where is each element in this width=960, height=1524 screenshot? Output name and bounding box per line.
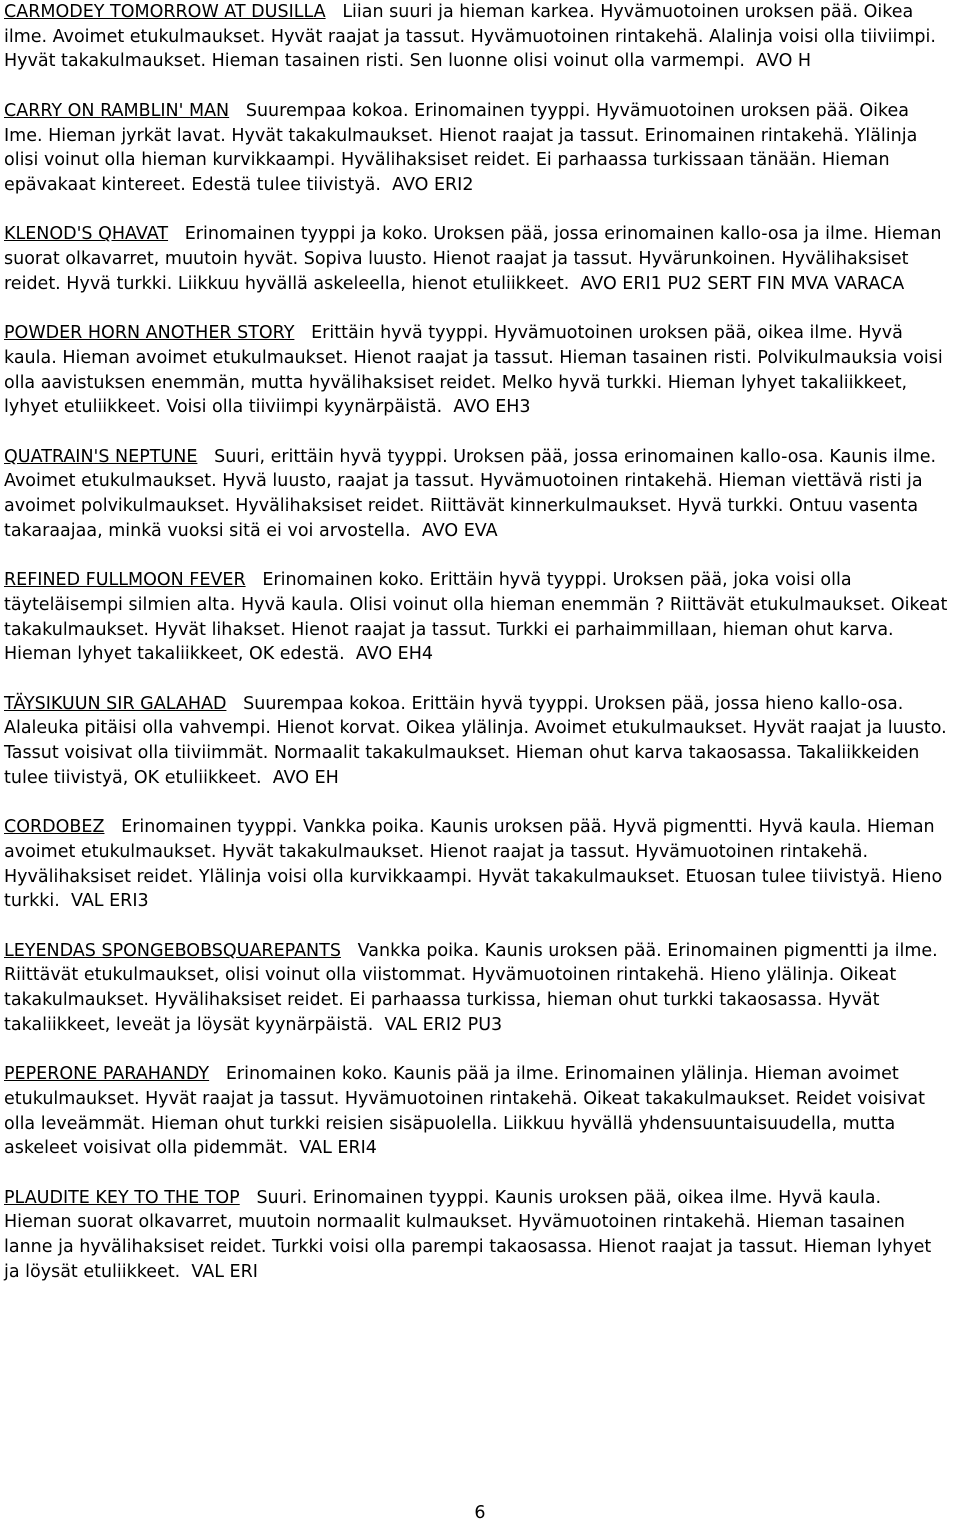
dog-critique: Erinomainen koko. Erittäin hyvä tyyppi. Uroksen pää, joka voisi olla täyteläisempi silmien alta. Hyvä kaula. Olisi voinut olla hieman enemmän ? Riittävät etukulmaukset. Oikeat takakulmaukset. Hyvät lihakset. Hienot raajat ja tassut. Turkki ei parhaimmillaan, hieman ohut karva. Hieman lyhyet takaliikkeet, OK edestä.: [4, 570, 948, 665]
dog-entry: [4, 321, 952, 420]
dog-name: KLENOD'S QHAVAT: [4, 224, 169, 245]
dog-award: VAL ERI3: [70, 891, 149, 912]
dog-award: AVO EVA: [421, 520, 498, 541]
dog-critique: Suuri. Erinomainen tyyppi. Kaunis uroksen pää, oikea ilme. Hyvä kaula. Hieman suorat olkavarret, muutoin normaalit kulmaukset. Hyvämuotoinen rintakehä. Hieman tasainen lanne ja hyvälihaksiset reidet. Turkki voisi olla parempi takaosassa. Hienot raajat ja tassut. Hieman lyhyet ja löysät etuliikkeet.: [4, 1187, 932, 1282]
dog-entry: [4, 1186, 952, 1285]
dog-entry: [4, 939, 952, 1038]
dog-award: AVO EH4: [355, 644, 434, 665]
dog-entry: [4, 692, 952, 791]
dog-award: AVO EH3: [453, 397, 531, 418]
dog-award: AVO H: [756, 51, 812, 72]
dog-award: VAL ERI: [191, 1261, 258, 1282]
dog-name: PLAUDITE KEY TO THE TOP: [4, 1187, 240, 1208]
dog-award: VAL ERI4: [299, 1138, 377, 1159]
dog-entry: [4, 99, 952, 198]
dog-critique: Erinomainen koko. Kaunis pää ja ilme. Erinomainen ylälinja. Hieman avoimet etukulmaukset. Hyvät raajat ja tassut. Hyvämuotoinen rintakehä. Oikeat takakulmaukset. Reidet voisivat olla leveämmät. Hieman ohut turkki reisien sisäpuolella. Liikkuu hyvällä yhdensuuntaisuudella, mutta askeleet voisivat olla pidemmät.: [4, 1064, 925, 1159]
dog-name: CARMODEY TOMORROW AT DUSILLA: [4, 2, 326, 22]
dog-critique: Liian suuri ja hieman karkea. Hyvämuotoinen uroksen pää. Oikea ilme. Avoimet etukulmaukset. Hyvät raajat ja tassut. Hyvämuotoinen rintakehä. Alalinja voisi olla tiiviimpi. Hyvät takakulmaukset. Hieman tasainen risti. Sen luonne olisi voinut olla varmempi.: [4, 2, 936, 72]
dog-name: CORDOBEZ: [4, 817, 105, 838]
dog-entry: [4, 0, 952, 74]
dog-name: LEYENDAS SPONGEBOBSQUAREPANTS: [4, 940, 341, 961]
dog-critique: Suuri, erittäin hyvä tyyppi. Uroksen pää, jossa erinomainen kallo-osa. Kaunis ilme. Avoimet etukulmaukset. Hyvä luusto, raajat ja tassut. Hyvämuotoinen rintakehä. Hieman viettävä risti ja avoimet polvikulmaukset. Hyvälihaksiset reidet. Riittävät kinnerkulmaukset. Hyvä turkki. Ontuu vasenta takaraajaa, minkä vuoksi sitä ei voi arvostella.: [4, 446, 937, 541]
dog-name: TÄYSIKUUN SIR GALAHAD: [4, 693, 227, 714]
dog-name: POWDER HORN ANOTHER STORY: [4, 323, 295, 344]
page-number: 6: [474, 1503, 486, 1523]
dog-critique: Erittäin hyvä tyyppi. Hyvämuotoinen uroksen pää, oikea ilme. Hyvä kaula. Hieman avoimet etukulmaukset. Hienot raajat ja tassut. Hieman tasainen risti. Polvikulmauksia voisi olla aavistuksen enemmän, mutta hyvälihaksiset reidet. Melko hyvä turkki. Hieman lyhyet takaliikkeet, lyhyet etuliikkeet. Voisi olla tiiviimpi kyynärpäistä.: [4, 323, 943, 418]
dog-name: REFINED FULLMOON FEVER: [4, 570, 246, 591]
dog-name: CARRY ON RAMBLIN' MAN: [4, 100, 230, 121]
dog-entry: [4, 222, 952, 296]
dog-critique: Suurempaa kokoa. Erinomainen tyyppi. Hyvämuotoinen uroksen pää. Oikea Ime. Hieman jyrkät lavat. Hyvät takakulmaukset. Hienot raajat ja tassut. Erinomainen rintakehä. Ylälinja olisi voinut olla hieman kurvikkaampi. Hyvälihaksiset reidet. Ei parhaassa turkissaan tänään. Hieman epävakaat kintereet. Edestä tulee tiivistyä.: [4, 100, 918, 195]
dog-award: VAL ERI2 PU3: [384, 1014, 503, 1035]
dog-entry: [4, 568, 952, 667]
dog-entry: [4, 815, 952, 914]
dog-award: AVO ERI1 PU2 SERT FIN MVA VARACA: [580, 273, 905, 294]
dog-name: QUATRAIN'S NEPTUNE: [4, 446, 198, 467]
dog-entry: [4, 1062, 952, 1161]
dog-critique: Erinomainen tyyppi. Vankka poika. Kaunis uroksen pää. Hyvä pigmentti. Hyvä kaula. Hieman avoimet etukulmaukset. Hyvät takakulmaukset. Hienot raajat ja tassut. Hyvämuotoinen rintakehä. Hyvälihaksiset reidet. Ylälinja voisi olla kurvikkaampi. Hyvät takakulmaukset. Etuosan tulee tiivistyä. Hieno turkki.: [4, 817, 943, 912]
dog-entry: [4, 445, 952, 544]
dog-award: AVO ERI2: [392, 174, 474, 195]
document-page: [4, 0, 952, 1284]
dog-critique: Vankka poika. Kaunis uroksen pää. Erinomainen pigmentti ja ilme. Riittävät etukulmaukset, olisi voinut olla viistommat. Hyvämuotoinen rintakehä. Hieno ylälinja. Oikeat takakulmaukset. Hyvälihaksiset reidet. Ei parhaassa turkissa, hieman ohut turkki takaosassa. Hyvät takaliikkeet, leveät ja löysät kyynärpäistä.: [4, 940, 938, 1035]
dog-award: AVO EH: [272, 767, 339, 788]
dog-critique: Suurempaa kokoa. Erittäin hyvä tyyppi. Uroksen pää, jossa hieno kallo-osa. Alaleuka pitäisi olla vahvempi. Hienot korvat. Oikea ylälinja. Avoimet etukulmaukset. Hyvät raajat ja luusto. Tassut voisivat olla tiiviimmät. Normaalit takakulmaukset. Hieman ohut karva takaosassa. Takaliikkeiden tulee tiivistyä, OK etuliikkeet.: [4, 693, 947, 788]
dog-critique: Erinomainen tyyppi ja koko. Uroksen pää, jossa erinomainen kallo-osa ja ilme. Hieman suorat olkavarret, muutoin hyvät. Sopiva luusto. Hienot raajat ja tassut. Hyvärunkoinen. Hyvälihaksiset reidet. Hyvä turkki. Liikkuu hyvällä askeleella, hienot etuliikkeet.: [4, 224, 942, 294]
dog-name: PEPERONE PARAHANDY: [4, 1064, 210, 1085]
